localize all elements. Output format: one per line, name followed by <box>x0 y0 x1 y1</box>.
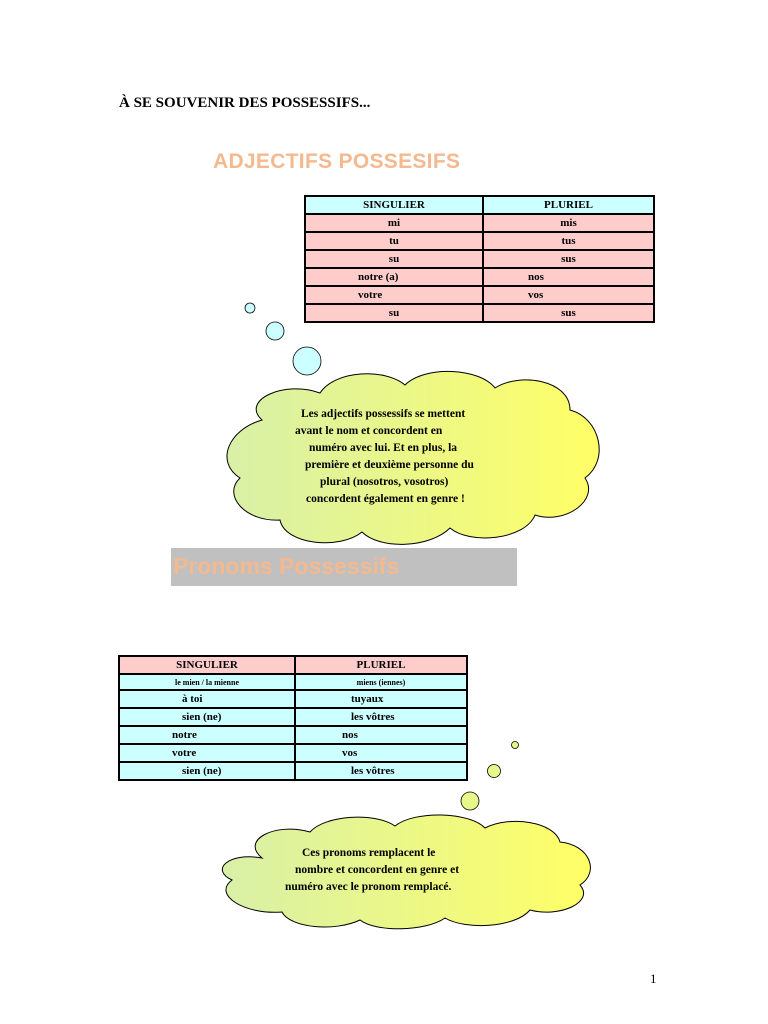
table-cell: tuyaux <box>295 690 467 708</box>
header-singulier: SINGULIER <box>305 196 483 214</box>
cloud-1-text <box>293 406 503 508</box>
header-singulier: SINGULIER <box>119 656 295 674</box>
header-pluriel: PLURIEL <box>483 196 654 214</box>
table-cell: sus <box>483 250 654 268</box>
table-cell: votre <box>305 286 483 304</box>
cloud-2-text <box>282 845 512 896</box>
table-row <box>119 726 467 744</box>
table-row <box>305 286 654 304</box>
table-cell: les vôtres <box>295 708 467 726</box>
table-cell: mis <box>483 214 654 232</box>
table-row <box>305 250 654 268</box>
thought-bubble-medium <box>266 322 284 340</box>
page-number: 1 <box>650 971 657 986</box>
cloud-line: concordent également en genre ! <box>306 493 465 505</box>
table-cell: mi <box>305 214 483 232</box>
table-row <box>119 762 467 780</box>
adjectifs-table <box>304 195 655 323</box>
table-header-row <box>119 656 467 674</box>
table-row <box>119 690 467 708</box>
thought-bubble-large <box>293 347 321 375</box>
table-cell: à toi <box>119 690 295 708</box>
table-cell: nos <box>483 268 654 286</box>
cloud-line: avant le nom et concordent en <box>295 425 443 437</box>
table-row <box>305 232 654 250</box>
cloud-line: Ces pronoms remplacent le <box>302 847 436 859</box>
table-cell: tu <box>305 232 483 250</box>
table-cell: notre <box>119 726 295 744</box>
table-cell: su <box>305 304 483 322</box>
header-pluriel: PLURIEL <box>295 656 467 674</box>
table-cell: vos <box>295 744 467 762</box>
cloud-line: plural (nosotros, vosotros) <box>320 476 449 488</box>
table-subheader-row <box>119 674 467 690</box>
cloud-line: numéro avec lui. Et en plus, la <box>309 442 458 454</box>
cloud-line: première et deuxième personne du <box>305 459 474 471</box>
table-row <box>305 268 654 286</box>
table-cell: miens (iennes) <box>295 674 467 690</box>
table-cell: vos <box>483 286 654 304</box>
table-cell: sien (ne) <box>119 762 295 780</box>
table-cell: sien (ne) <box>119 708 295 726</box>
table-cell: tus <box>483 232 654 250</box>
table-cell: le mien / la mienne <box>119 674 295 690</box>
table-row <box>305 214 654 232</box>
table-header-row <box>305 196 654 214</box>
page-heading: À SE SOUVENIR DES POSSESSIFS... <box>119 95 371 111</box>
table-cell: nos <box>295 726 467 744</box>
table-cell: les vôtres <box>295 762 467 780</box>
table-row <box>119 708 467 726</box>
thought-bubble-medium <box>488 765 501 778</box>
table-row <box>119 744 467 762</box>
table-cell: notre (a) <box>305 268 483 286</box>
thought-bubble-small <box>512 742 519 749</box>
thought-bubble-small <box>245 303 255 313</box>
pronoms-title: Pronoms Possessifs <box>173 553 400 579</box>
adjectifs-title: ADJECTIFS POSSESIFS <box>213 150 461 173</box>
table-cell: su <box>305 250 483 268</box>
pronoms-table <box>118 655 468 781</box>
cloud-line: Les adjectifs possessifs se mettent <box>301 408 466 420</box>
thought-bubble-large <box>461 792 479 810</box>
cloud-line: numéro avec le pronom remplacé. <box>285 881 452 893</box>
table-cell: sus <box>483 304 654 322</box>
table-cell: votre <box>119 744 295 762</box>
cloud-line: nombre et concordent en genre et <box>295 864 460 876</box>
table-row <box>305 304 654 322</box>
